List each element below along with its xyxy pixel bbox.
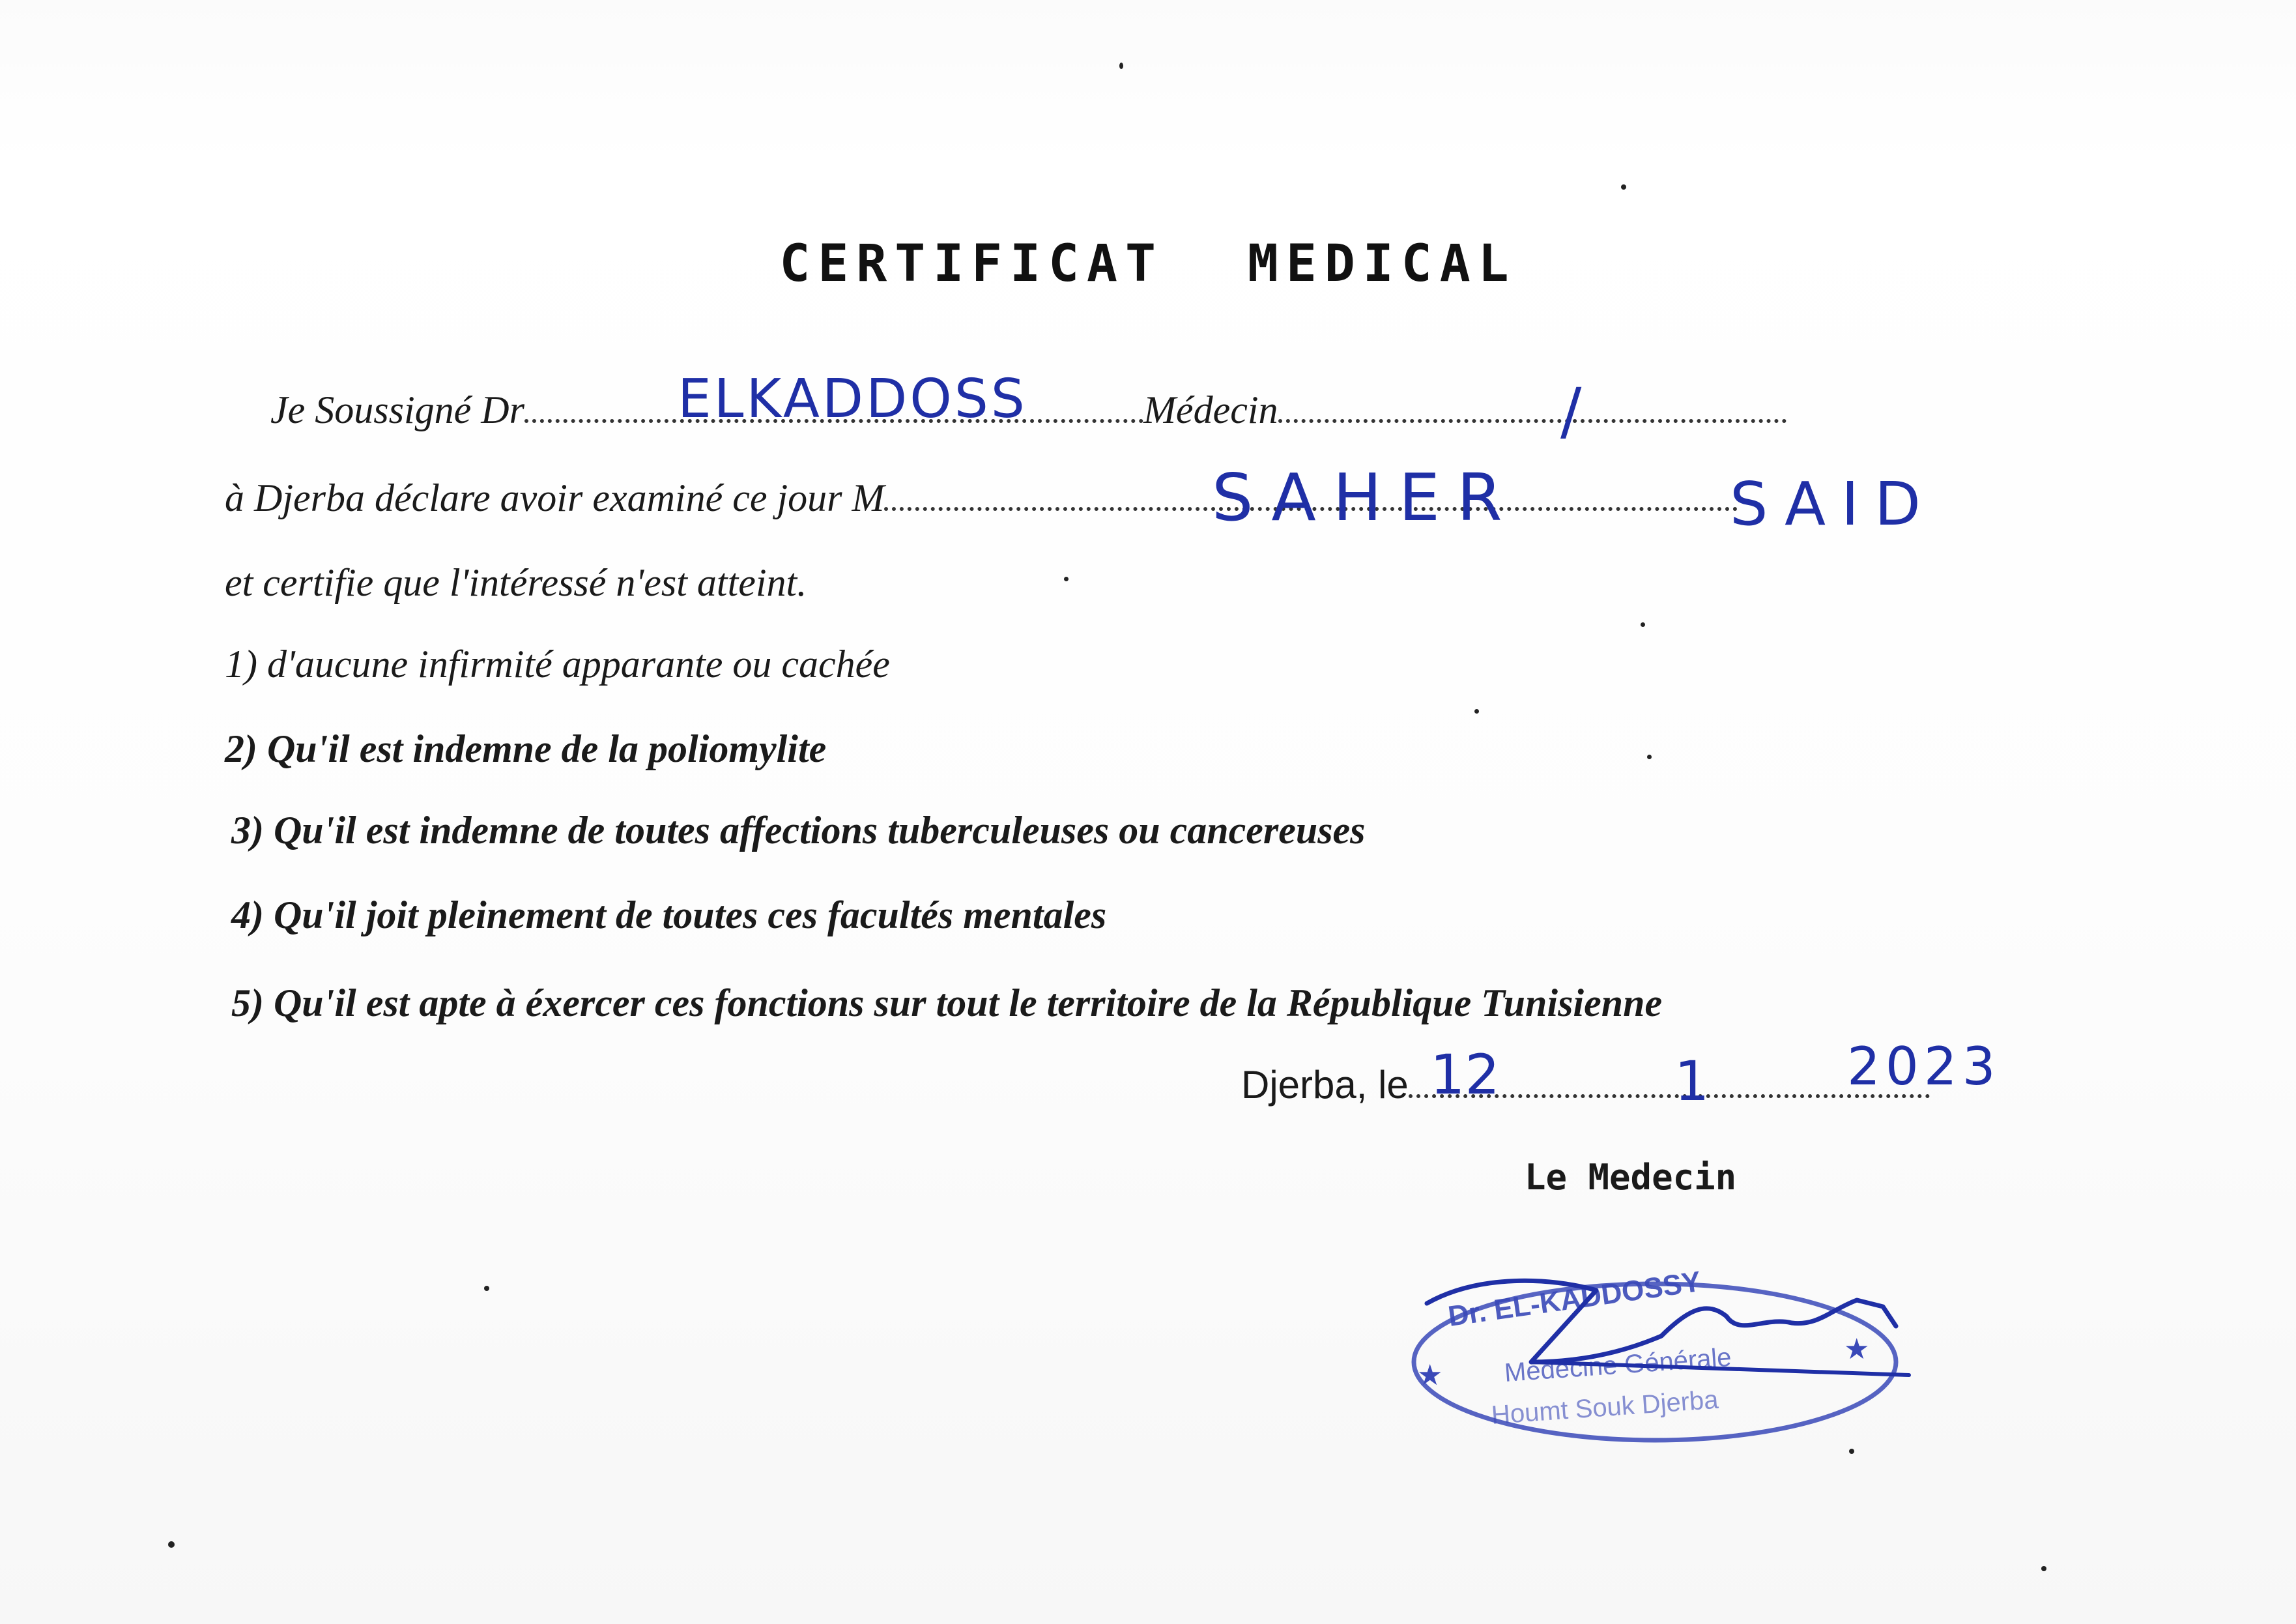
dotted-fill <box>1278 413 1787 423</box>
scan-speck <box>1849 1449 1854 1454</box>
scan-speck <box>1647 755 1652 759</box>
page-title: CERTIFICAT MEDICAL <box>779 235 1517 293</box>
scan-speck <box>168 1541 175 1548</box>
certify-line: et certifie que l'intéressé n'est atteint. <box>225 561 807 604</box>
patient-line-prefix: à Djerba déclare avoir examiné ce jour M <box>225 476 885 519</box>
scan-speck <box>2041 1566 2046 1571</box>
scan-speck <box>1064 577 1069 581</box>
item-1: 1) d'aucune infirmité apparante ou cachée <box>225 643 890 686</box>
scan-speck <box>1474 709 1479 714</box>
stamp-location: Houmt Souk Djerba <box>1490 1385 1719 1430</box>
handwritten-patient-first-name: SAHER <box>1212 459 1519 536</box>
doctor-line-prefix: Je Soussigné Dr <box>270 388 524 431</box>
handwritten-date-day: 12 <box>1430 1043 1500 1107</box>
handwritten-patient-last-name: SAID <box>1730 469 1937 539</box>
item-4: 4) Qu'il joit pleinement de toutes ces facultés mentales <box>231 893 1107 936</box>
item-3: 3) Qu'il est indemne de toutes affections tuberculeuses ou cancereuses <box>231 809 1366 852</box>
star-icon: ★ <box>1844 1333 1870 1366</box>
scan-speck <box>1621 184 1626 190</box>
handwritten-date-year: 2023 <box>1847 1036 2001 1097</box>
stamp-name: Dr. EL-KADDOSSY <box>1446 1265 1703 1333</box>
doctor-stamp <box>1401 1264 1922 1466</box>
signature-label: Le Medecin <box>1525 1157 1737 1198</box>
scan-speck <box>1119 63 1123 69</box>
scan-speck <box>484 1286 489 1291</box>
star-icon: ★ <box>1417 1359 1443 1392</box>
date-line <box>1241 1062 1930 1107</box>
item-2: 2) Qu'il est indemne de la poliomylite <box>225 727 827 770</box>
item-5: 5) Qu'il est apte à éxercer ces fonctions sur tout le territoire de la République Tunisienne <box>231 981 1663 1024</box>
handwritten-doctor-name: ELKADDOSS <box>678 368 1027 430</box>
doctor-line <box>270 388 1787 433</box>
scan-speck <box>1641 622 1645 627</box>
handwritten-date-month: 1 <box>1674 1049 1710 1113</box>
stamp-specialty: Médecine Générale <box>1503 1342 1732 1387</box>
date-label: Djerba, le <box>1241 1063 1409 1107</box>
handwritten-medecin-value: / <box>1560 375 1582 448</box>
medecin-label: Médecin <box>1143 388 1278 431</box>
